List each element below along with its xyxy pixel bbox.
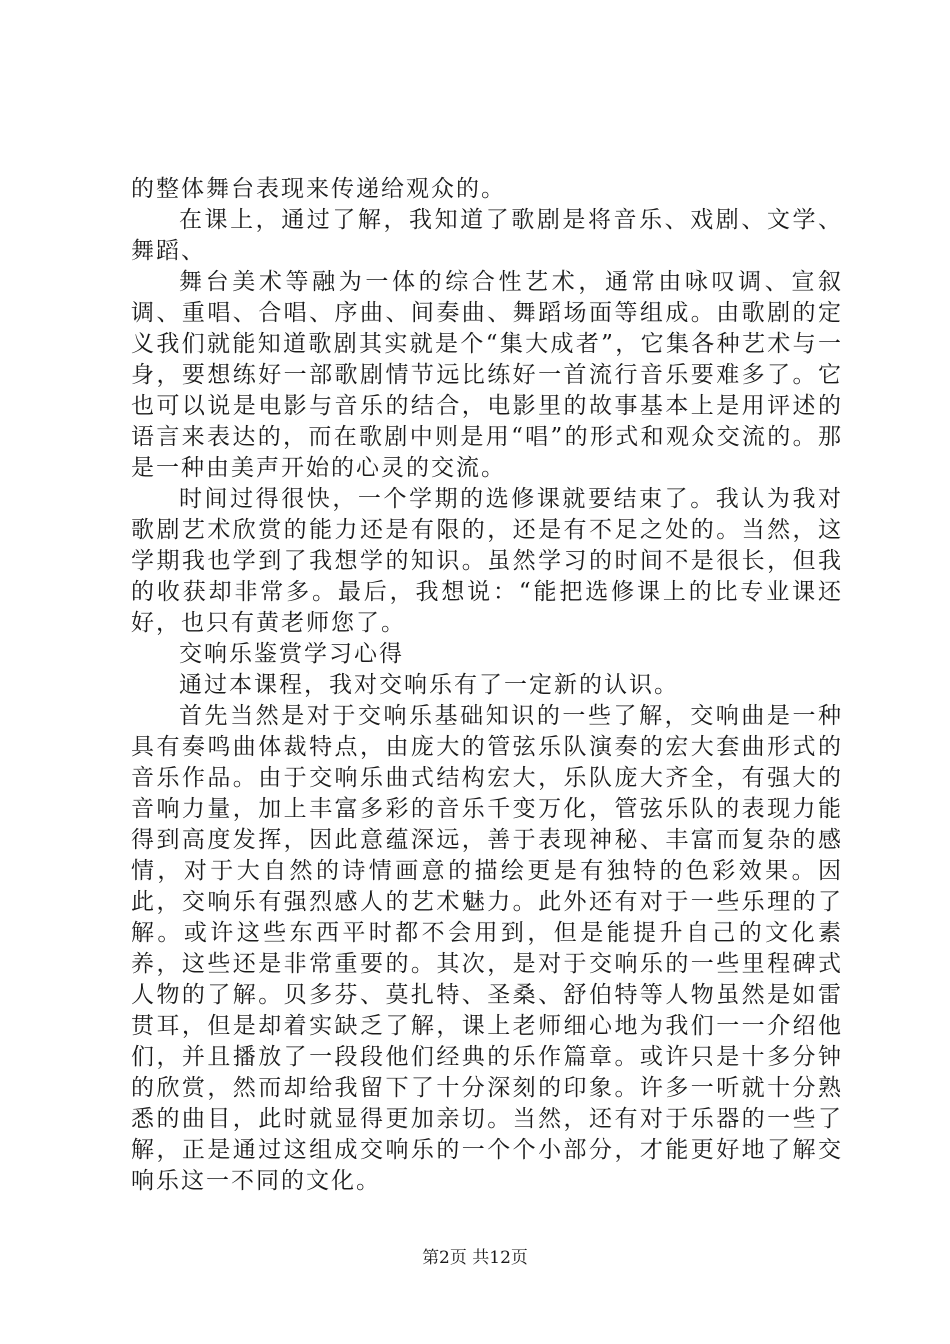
page-number-footer: 第2页 共12页 (422, 1248, 528, 1268)
paragraph-1: 的整体舞台表现来传递给观众的。 (131, 176, 506, 202)
paragraph-4: 时间过得很快，一个学期的选修课就要结束了。我认为我对歌剧艺术欣赏的能力还是有限的，还是有不足之处的。当然，这学期我也学到了我想学的知识。虽然学习的时间不是很长，但我的收获却非常多。最后，我想说：“能把选修课上的比专业课还好，也只有黄老师您了。 (131, 486, 843, 636)
paragraph-2: 在课上，通过了解，我知道了歌剧是将音乐、戏剧、文学、舞蹈、 (131, 207, 843, 264)
paragraph-3: 舞台美术等融为一体的综合性艺术，通常由咏叹调、宣叙调、重唱、合唱、序曲、间奏曲、舞蹈场面等组成。由歌剧的定义我们就能知道歌剧其实就是个“集大成者”，它集各种艺术与一身，要想练好一部歌剧情节远比练好一首流行音乐要难多了。它也可以说是电影与音乐的结合，电影里的故事基本上是用评述的语言来表达的，而在歌剧中则是用“唱”的形式和观众交流的。那是一种由美声开始的心灵的交流。 (131, 269, 843, 481)
paragraph-6: 首先当然是对于交响乐基础知识的一些了解，交响曲是一种具有奏鸣曲体裁特点，由庞大的管弦乐队演奏的宏大套曲形式的音乐作品。由于交响乐曲式结构宏大，乐队庞大齐全，有强大的音响力量，加上丰富多彩的音乐千变万化，管弦乐队的表现力能得到高度发挥，因此意蕴深远，善于表现神秘、丰富而复杂的感情，对于大自然的诗情画意的描绘更是有独特的色彩效果。因此，交响乐有强烈感人的艺术魅力。此外还有对于一些乐理的了解。或许这些东西平时都不会用到，但是能提升自己的文化素养，这些还是非常重要的。其次，是对于交响乐的一些里程碑式人物的了解。贝多芬、莫扎特、圣桑、舒伯特等人物虽然是如雷贯耳，但是却着实缺乏了解，课上老师细心地为我们一一介绍他们，并且播放了一段段他们经典的乐作篇章。或许只是十多分钟的欣赏，然而却给我留下了十分深刻的印象。许多一听就十分熟悉的曲目，此时就显得更加亲切。当然，还有对于乐器的一些了解，正是通过这组成交响乐的一个个小部分，才能更好地了解交响乐这一不同的文化。 (131, 703, 843, 1194)
section-title: 交响乐鉴赏学习心得 (179, 641, 404, 667)
document-body (131, 174, 843, 1197)
paragraph-5: 通过本课程，我对交响乐有了一定新的认识。 (179, 672, 679, 698)
